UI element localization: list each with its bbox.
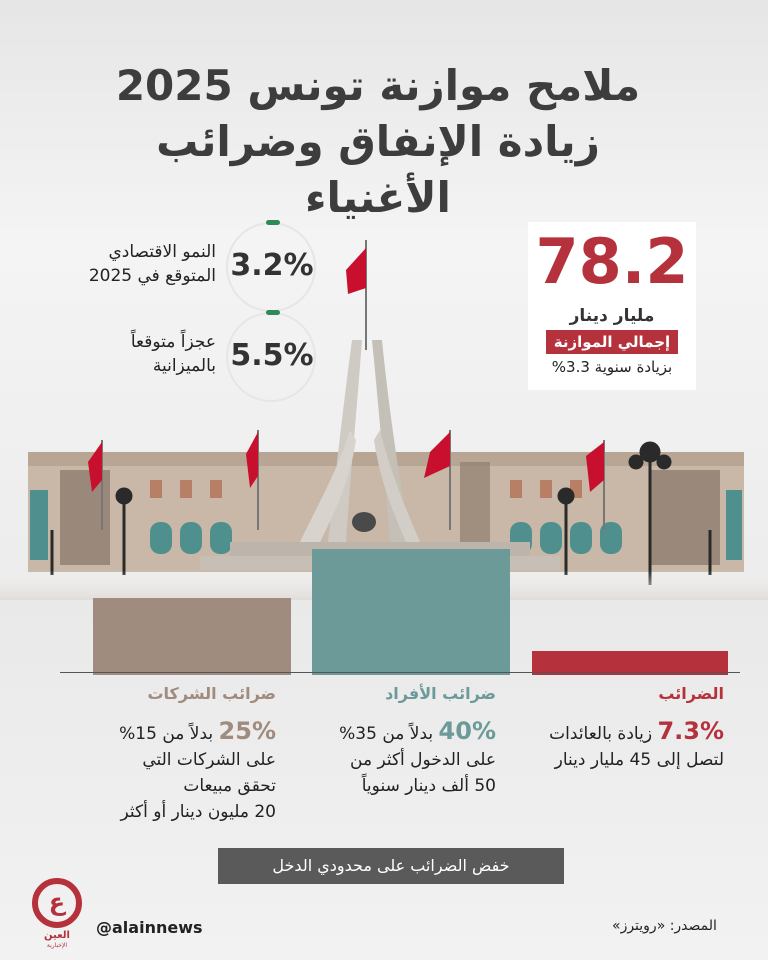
total-budget-value: 78.2 [535, 225, 689, 298]
taxes-line-2: لتصل إلى 45 مليار دينار [554, 750, 724, 770]
company-taxes-line-1 [70, 718, 276, 747]
individual-taxes-line-3: 50 ألف دينار سنوياً [361, 776, 496, 796]
company-taxes-percent: 25% [218, 717, 276, 745]
growth-stat-tick [266, 220, 280, 225]
company-taxes-bar [93, 598, 291, 675]
taxes-column [520, 682, 724, 773]
alain-logo-glyph: ع [48, 888, 66, 916]
taxes-line-1 [520, 718, 724, 747]
individual-taxes-body [300, 718, 496, 799]
low-income-tax-cut-banner: خفض الضرائب على محدودي الدخل [218, 848, 564, 884]
bars-baseline [60, 672, 740, 673]
budget-annual-growth: بزيادة سنوية 3.3% [551, 358, 673, 376]
deficit-stat-tick [266, 310, 280, 315]
deficit-stat-text [56, 330, 216, 378]
individual-taxes-title: ضرائب الأفراد [385, 684, 496, 703]
taxes-body [520, 718, 724, 773]
individual-taxes-column [300, 682, 496, 799]
company-taxes-title: ضرائب الشركات [147, 684, 276, 703]
taxes-percent: 7.3% [657, 717, 724, 745]
individual-taxes-line-1 [300, 718, 496, 747]
growth-stat-line-2: المتوقع في 2025 [88, 266, 216, 286]
individual-taxes-line-1-text: بدلاً من 35% [339, 724, 434, 744]
alain-logo [30, 878, 84, 948]
total-budget-card [528, 222, 696, 390]
alain-logo-name: العين [44, 930, 70, 941]
deficit-stat-value: 5.5% [230, 338, 314, 373]
social-handle: @alainnews [96, 918, 203, 937]
tax-bars [0, 540, 768, 675]
title-line-2: زيادة الإنفاق وضرائب الأغنياء [156, 117, 600, 222]
taxes-line-1-text: زيادة بالعائدات [549, 724, 653, 744]
alain-logo-circle [32, 878, 82, 928]
growth-stat-text [56, 240, 216, 288]
individual-taxes-bar [312, 549, 510, 675]
company-taxes-body [70, 718, 276, 825]
company-taxes-line-3: تحقق مبيعات [183, 776, 276, 796]
source-credit: المصدر: «رويترز» [612, 918, 717, 934]
growth-stat-line-1: النمو الاقتصادي [108, 242, 216, 262]
title-line-1: ملامح موازنة تونس 2025 [115, 61, 641, 110]
growth-stat-value: 3.2% [230, 248, 314, 283]
total-budget-unit: مليار دينار [569, 306, 655, 326]
total-budget-label: إجمالي الموازنة [546, 330, 678, 354]
individual-taxes-percent: 40% [438, 717, 496, 745]
company-taxes-line-2: على الشركات التي [142, 750, 276, 770]
company-taxes-line-4: 20 مليون دينار أو أكثر [120, 802, 276, 822]
page-title [88, 58, 668, 226]
company-taxes-column [70, 682, 276, 825]
company-taxes-line-1-text: بدلاً من 15% [119, 724, 214, 744]
individual-taxes-line-2: على الدخول أكثر من [350, 750, 496, 770]
deficit-stat-line-1: عجزاً متوقعاً [130, 332, 216, 352]
alain-logo-sub: الإخبارية [46, 942, 68, 949]
deficit-stat-line-2: بالميزانية [152, 356, 216, 376]
taxes-title: الضرائب [658, 684, 724, 703]
